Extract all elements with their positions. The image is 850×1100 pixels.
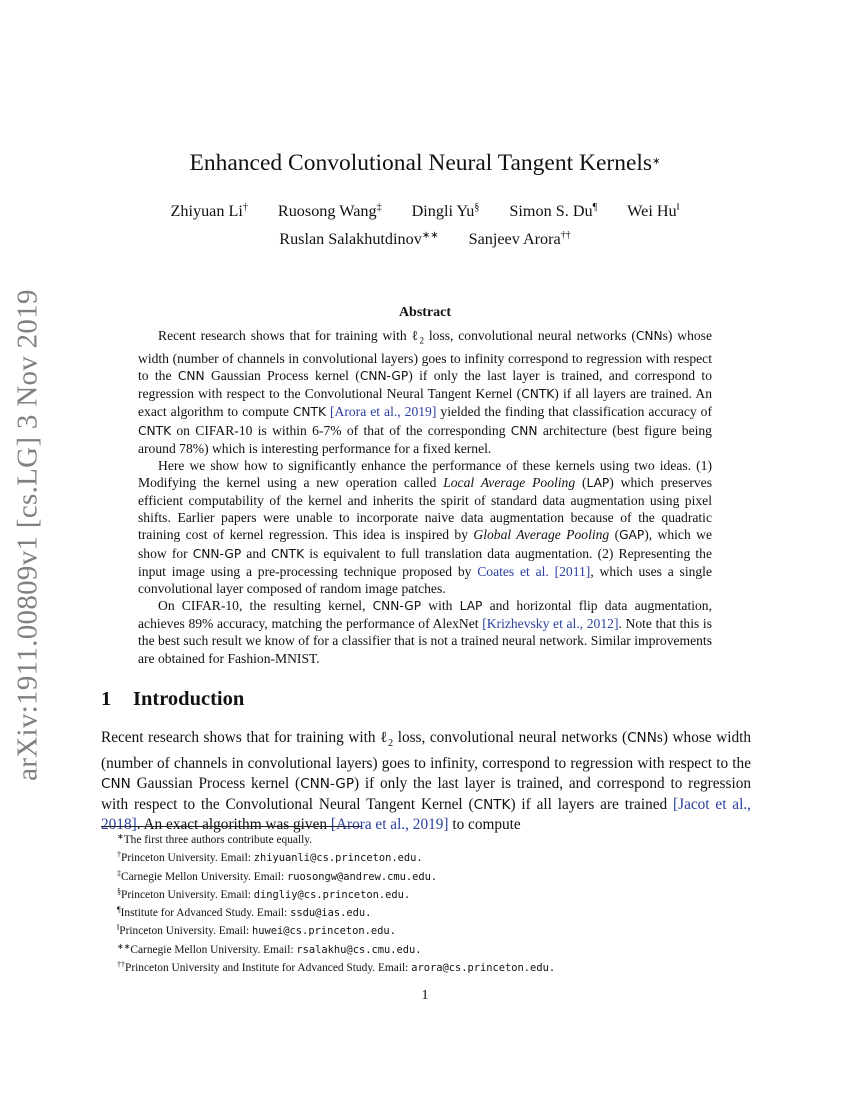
author: Simon S. Du¶ xyxy=(509,202,598,220)
author: Wei Hu‖ xyxy=(627,202,680,220)
author: Ruosong Wang‡ xyxy=(277,202,382,220)
email-address[interactable]: ruosongw@andrew.cmu.edu. xyxy=(286,870,438,883)
footnote: ¶Institute for Advanced Study. Email: ssdu@ias.edu. xyxy=(117,905,372,920)
footnote: †Princeton University. Email: zhiyuanli@cs.princeton.edu. xyxy=(117,850,423,865)
email-address[interactable]: rsalakhu@cs.cmu.edu. xyxy=(296,943,422,956)
citation-link[interactable]: [Krizhevsky et al., 2012] xyxy=(482,616,619,632)
abstract-heading: Abstract xyxy=(398,305,452,320)
footnote: ††Princeton University and Institute for Advanced Study. Email: arora@cs.princeton.edu. xyxy=(117,960,556,975)
footnote: ‡Carnegie Mellon University. Email: ruosongw@andrew.cmu.edu. xyxy=(117,868,438,883)
email-address[interactable]: dingliy@cs.princeton.edu. xyxy=(253,888,411,901)
email-address[interactable]: zhiyuanli@cs.princeton.edu. xyxy=(253,852,423,865)
footnote-divider xyxy=(101,826,361,827)
arxiv-sidebar xyxy=(8,290,48,780)
arxiv-identifier: arXiv:1911.00809v1 [cs.LG] 3 Nov 2019 xyxy=(11,289,44,781)
citation-link[interactable]: Coates et al. [2011] xyxy=(477,563,591,579)
author: Sanjeev Arora†† xyxy=(468,230,571,248)
footnote: §Princeton University. Email: dingliy@cs.princeton.edu. xyxy=(117,886,411,901)
paper-title: Enhanced Convolutional Neural Tangent Kernels∗ xyxy=(189,150,661,176)
footnotes xyxy=(117,831,757,977)
abstract-paragraph-3: On CIFAR-10, the resulting kernel, CNN-GP with LAP and horizontal flip data augmentation, achieves 89% accuracy, matching the performance of AlexNet [Krizhevsky et al., 2012]. Note that this is the best such result we know of for a classifier that is not a trained neural network. Similar improvements are obtained for Fashion-MNIST. xyxy=(138,598,712,666)
author: Dingli Yu§ xyxy=(411,202,480,220)
footnote: ‖Princeton University. Email: huwei@cs.princeton.edu. xyxy=(117,923,396,938)
abstract-body xyxy=(138,327,712,667)
email-address[interactable]: ssdu@ias.edu. xyxy=(290,907,372,920)
citation-link[interactable]: [Arora et al., 2019] xyxy=(330,815,449,833)
intro-paragraph: Recent research shows that for training with ℓ$_2$ loss, convolutional neural networks (CNNs) whose width (number of channels in convolutional layers) goes to infinity, correspond to regression with respect to the CNN Gaussian Process kernel (CNN-GP) if only the last layer is trained, and correspond to regression with respect to the Convolutional Neural Tangent Kernel (CNTK) if all layers are trained [Jacot et al., 2018]. An exact algorithm was given [Arora et al., 2019] to compute xyxy=(101,729,751,833)
email-address[interactable]: huwei@cs.princeton.edu. xyxy=(252,925,396,938)
abstract-paragraph-2: Here we show how to significantly enhance the performance of these kernels using two ideas. (1) Modifying the kernel using a new operation called Local Average Pooling (LAP) which preserves efficient computability of the kernel and inherits the spirit of standard data augmentation using pixel shifts. Earlier papers were unable to incorporate naive data augmentation because of the quadratic training cost of kernel regression. This idea is inspired by Global Average Pooling (GAP), which we show for CNN-GP and CNTK is equivalent to full translation data augmentation. (2) Representing the input image using a pre-processing technique proposed by Coates et al. [2011], which uses a single convolutional layer composed of random image patches. xyxy=(138,457,712,596)
footnote: ∗The first three authors contribute equally. xyxy=(117,832,313,846)
section-heading: 1 Introduction xyxy=(101,688,245,710)
abstract-paragraph-1: Recent research shows that for training with ℓ$_2$ loss, convolutional neural networks (CNNs) whose width (number of channels in convolutional layers) goes to infinity correspond to regression with respect to the CNN Gaussian Process kernel (CNN-GP) if only the last layer is trained, and correspond to regression with respect to the Convolutional Neural Tangent Kernel (CNTK) if all layers are trained. An exact algorithm to compute CNTK [Arora et al., 2019] yielded the finding that classification accuracy of CNTK on CIFAR-10 is within 6-7% of that of the corresponding CNN architecture (best figure being around 78%) which is interesting performance for a fixed kernel. xyxy=(138,328,713,456)
citation-link[interactable]: [Jacot et al., 2018] xyxy=(101,795,751,833)
footnote: ∗∗Carnegie Mellon University. Email: rsalakhu@cs.cmu.edu. xyxy=(117,941,422,956)
page-number: 1 xyxy=(421,988,429,1003)
author-row-1 xyxy=(0,202,850,221)
author: Zhiyuan Li† xyxy=(170,202,248,220)
introduction-body xyxy=(101,728,751,835)
email-address[interactable]: arora@cs.princeton.edu. xyxy=(411,962,556,975)
author: Ruslan Salakhutdinov∗∗ xyxy=(279,230,439,248)
citation-link[interactable]: [Arora et al., 2019] xyxy=(330,404,437,420)
title-footnote-mark: ∗ xyxy=(652,156,661,167)
author-row-2 xyxy=(0,230,850,249)
